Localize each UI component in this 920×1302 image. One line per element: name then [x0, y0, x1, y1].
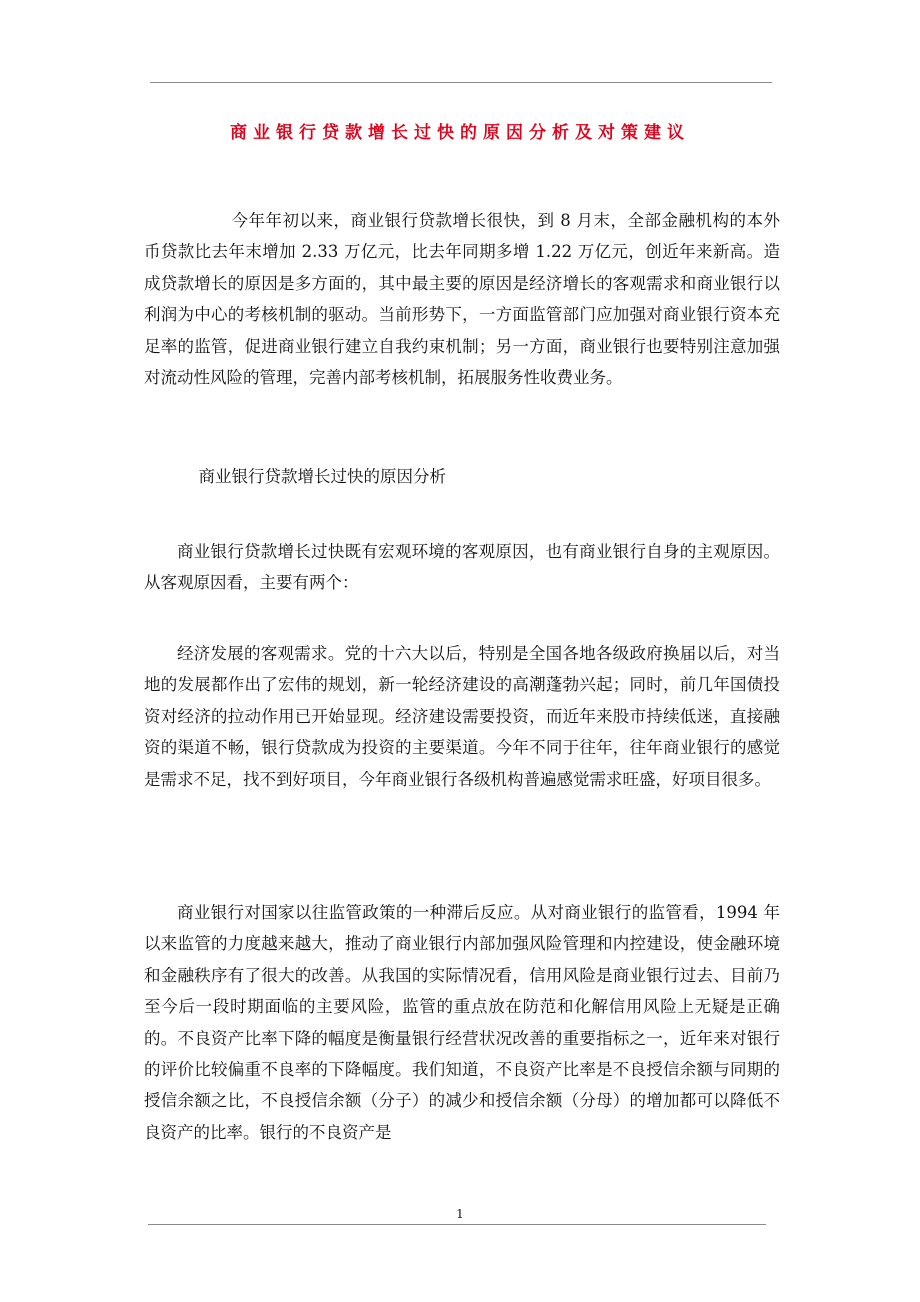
section-heading: 商业银行贷款增长过快的原因分析 — [198, 467, 446, 486]
body-paragraph: 经济发展的客观需求。党的十六大以后，特别是全国各地各级政府换届以后，对当地的发展都作出了宏伟的规划，新一轮经济建设的高潮蓬勃兴起；同时，前几年国债投资对经济的拉动作用已开始显现。经济建设需要投资，而近年来股市持续低迷，直接融资的渠道不畅，银行贷款成为投资的主要渠道。今年不同于往年，往年商业银行的感觉是需求不足，找不到好项目，今年商业银行各级机构普遍感觉需求旺盛，好项目很多。 — [144, 644, 780, 789]
body-paragraph: 商业银行对国家以往监管政策的一种滞后反应。从对商业银行的监管看，1994 年以来监管的力度越来越大，推动了商业银行内部加强风险管理和内控建设，使金融环境和金融秩序有了很大的改善。从我国的实际情况看，信用风险是商业银行过去、目前乃至今后一段时期面临的主要风险，监管的重点放在防范和化解信用风险上无疑是正确的。不良资产比率下降的幅度是衡量银行经营状况改善的重要指标之一，近年来对银行的评价比较偏重不良率的下降幅度。我们知道，不良资产比率是不良授信余额与同期的授信余额之比，不良授信余额（分子）的减少和授信余额（分母）的增加都可以降低不良资产的比率。银行的不良资产是 — [144, 903, 780, 1142]
footer-rule — [148, 1224, 766, 1225]
page-number: 1 — [456, 1207, 464, 1221]
intro-paragraph: 今年年初以来，商业银行贷款增长很快，到 8 月末，全部金融机构的本外币贷款比去年末增加 2.33 万亿元，比去年同期多增 1.22 万亿元，创近年来新高。造成贷款增长的原因是多方面的，其中最主要的原因是经济增长的客观需求和商业银行以利润为中心的考核机制的驱动。当前形势下，一方面监管部门应加强对商业银行资本充足率的监管，促进商业银行建立自我约束机制；另一方面，商业银行也要特别注意加强对流动性风险的管理，完善内部考核机制，拓展服务性收费业务。 — [144, 211, 780, 388]
header-rule — [150, 82, 772, 83]
document-title: 商业银行贷款增长过快的原因分析及对策建议 — [230, 123, 690, 143]
body-paragraph: 商业银行贷款增长过快既有宏观环境的客观原因，也有商业银行自身的主观原因。从客观原因看，主要有两个： — [144, 542, 780, 593]
